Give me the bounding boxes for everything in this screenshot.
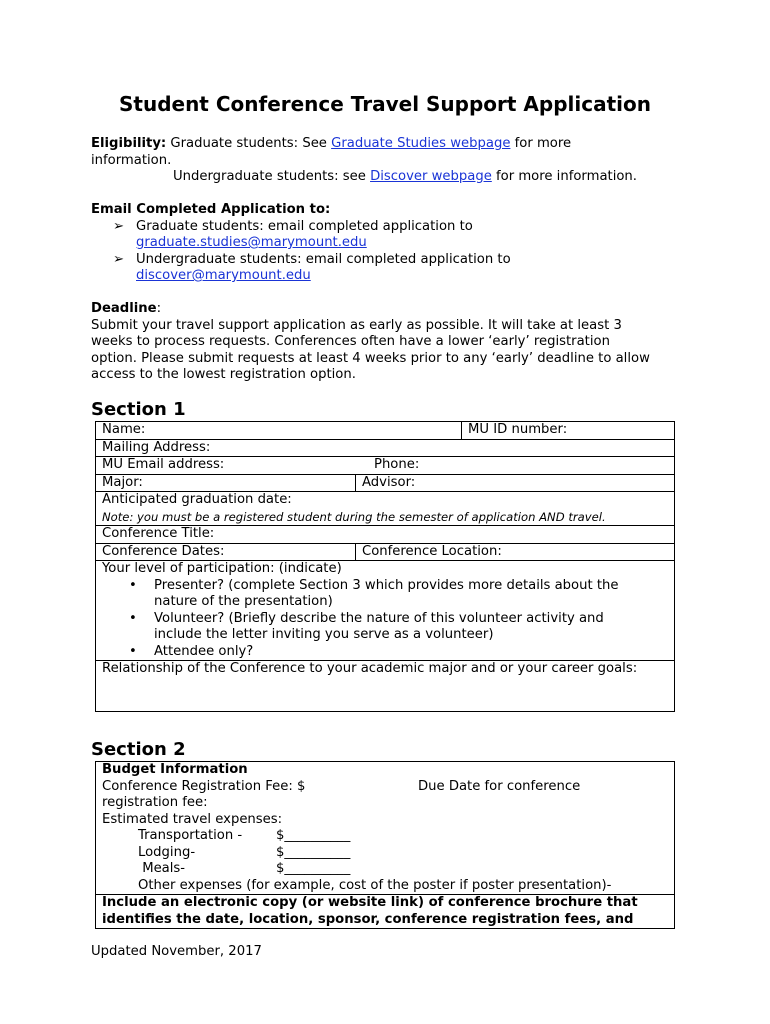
volunteer-option-text: Volunteer? (Briefly describe the nature of this volunteer activity and include the letter inviting you serve as a volunteer) <box>154 610 604 642</box>
conference-title-field[interactable]: Conference Title: <box>96 526 675 544</box>
mailing-address-field[interactable]: Mailing Address: <box>96 439 675 457</box>
presenter-option[interactable] <box>102 578 668 611</box>
section-1-form <box>95 421 675 712</box>
presenter-option-text: Presenter? (complete Section 3 which provides more details about the nature of the presentation) <box>154 577 619 609</box>
transportation-blank: $__________ <box>276 828 351 843</box>
graduation-date-cell <box>96 492 675 526</box>
mu-email-field[interactable]: MU Email address: <box>102 457 225 472</box>
eligibility-label: Eligibility: <box>91 136 167 151</box>
major-field[interactable]: Major: <box>96 474 356 492</box>
other-expenses-field[interactable]: Other expenses (for example, cost of the poster if poster presentation)- <box>138 877 612 893</box>
conference-location-field[interactable]: Conference Location: <box>356 543 675 561</box>
email-phone-row <box>96 457 675 475</box>
email-block <box>91 202 691 285</box>
attendee-option[interactable] <box>102 644 668 661</box>
undergrad-email-text: Undergraduate students: email completed application to <box>136 251 511 267</box>
grad-eligibility-post: for more <box>510 136 572 151</box>
grad-email-item <box>91 219 691 252</box>
discover-email-link[interactable]: discover@marymount.edu <box>136 268 311 283</box>
brochure-instruction-line: Include an electronic copy (or website link) of conference brochure that <box>102 895 638 910</box>
budget-cell <box>96 762 675 895</box>
undergrad-eligibility-text: Undergraduate students: see <box>173 169 371 184</box>
deadline-line: weeks to process requests. Conferences often have a lower ‘early’ registration <box>91 334 610 349</box>
lodging-blank: $__________ <box>276 844 351 860</box>
name-field[interactable]: Name: <box>96 422 462 440</box>
due-date-field[interactable]: Due Date for conference <box>418 778 581 794</box>
footer-updated: Updated November, 2017 <box>91 944 262 959</box>
arrow-bullet-icon: ➢ <box>113 218 125 234</box>
email-heading: Email Completed Application to: <box>91 202 331 217</box>
meals-row[interactable] <box>102 861 668 878</box>
advisor-field[interactable]: Advisor: <box>356 474 675 492</box>
undergrad-email-item <box>91 252 691 285</box>
brochure-instruction-cell <box>96 895 675 929</box>
deadline-line: option. Please submit requests at least 4 weeks prior to any ‘early’ deadline to allow <box>91 350 650 366</box>
deadline-line: access to the lowest registration option. <box>91 367 356 382</box>
phone-field[interactable]: Phone: <box>374 457 420 472</box>
section-2-form <box>95 761 675 929</box>
meals-blank: $__________ <box>276 861 351 876</box>
participation-label: Your level of participation: (indicate) <box>102 561 342 576</box>
brochure-instruction-line: identifies the date, location, sponsor, conference registration fees, and <box>102 911 634 927</box>
estimated-expenses-label: Estimated travel expenses: <box>102 811 283 827</box>
grad-eligibility-text: Graduate students: See <box>170 136 332 151</box>
graduation-date-field[interactable]: Anticipated graduation date: <box>102 492 292 507</box>
transportation-row[interactable] <box>102 828 668 845</box>
budget-heading: Budget Information <box>102 762 248 777</box>
relationship-field[interactable]: Relationship of the Conference to your academic major and or your career goals: <box>96 661 675 712</box>
deadline-colon: : <box>156 301 162 316</box>
bullet-icon: • <box>129 577 137 593</box>
mu-id-field[interactable]: MU ID number: <box>462 422 675 440</box>
section-1-heading: Section 1 <box>91 399 186 420</box>
lodging-label: Lodging- <box>138 844 196 860</box>
registration-fee-row <box>102 779 668 796</box>
deadline-block <box>91 301 691 384</box>
arrow-bullet-icon: ➢ <box>113 251 125 267</box>
deadline-label: Deadline <box>91 301 157 316</box>
document-title: Student Conference Travel Support Application <box>118 92 651 116</box>
bullet-icon: • <box>129 610 137 626</box>
volunteer-option[interactable] <box>102 611 668 644</box>
graduate-email-link[interactable]: graduate.studies@marymount.edu <box>136 235 367 250</box>
grad-email-text: Graduate students: email completed application to <box>136 218 473 234</box>
registration-note: Note: you must be a registered student during the semester of application AND travel. <box>102 509 606 524</box>
deadline-line: Submit your travel support application as early as possible. It will take at least 3 <box>91 317 622 333</box>
bullet-icon: • <box>129 643 137 659</box>
section-2-heading: Section 2 <box>91 739 186 760</box>
eligibility-block <box>91 136 691 186</box>
transportation-label: Transportation - <box>138 828 243 843</box>
registration-fee-cont: registration fee: <box>102 795 208 810</box>
meals-label: Meals- <box>138 861 186 876</box>
attendee-option-text: Attendee only? <box>154 643 254 659</box>
grad-eligibility-cont: information. <box>91 152 172 168</box>
discover-webpage-link[interactable]: Discover webpage <box>370 169 492 184</box>
registration-fee-field[interactable]: Conference Registration Fee: $ <box>102 778 306 794</box>
participation-cell <box>96 561 675 661</box>
lodging-row[interactable] <box>102 845 668 862</box>
graduate-studies-link[interactable]: Graduate Studies webpage <box>331 136 511 151</box>
undergrad-eligibility-post: for more information. <box>491 169 637 184</box>
conference-dates-field[interactable]: Conference Dates: <box>96 543 356 561</box>
